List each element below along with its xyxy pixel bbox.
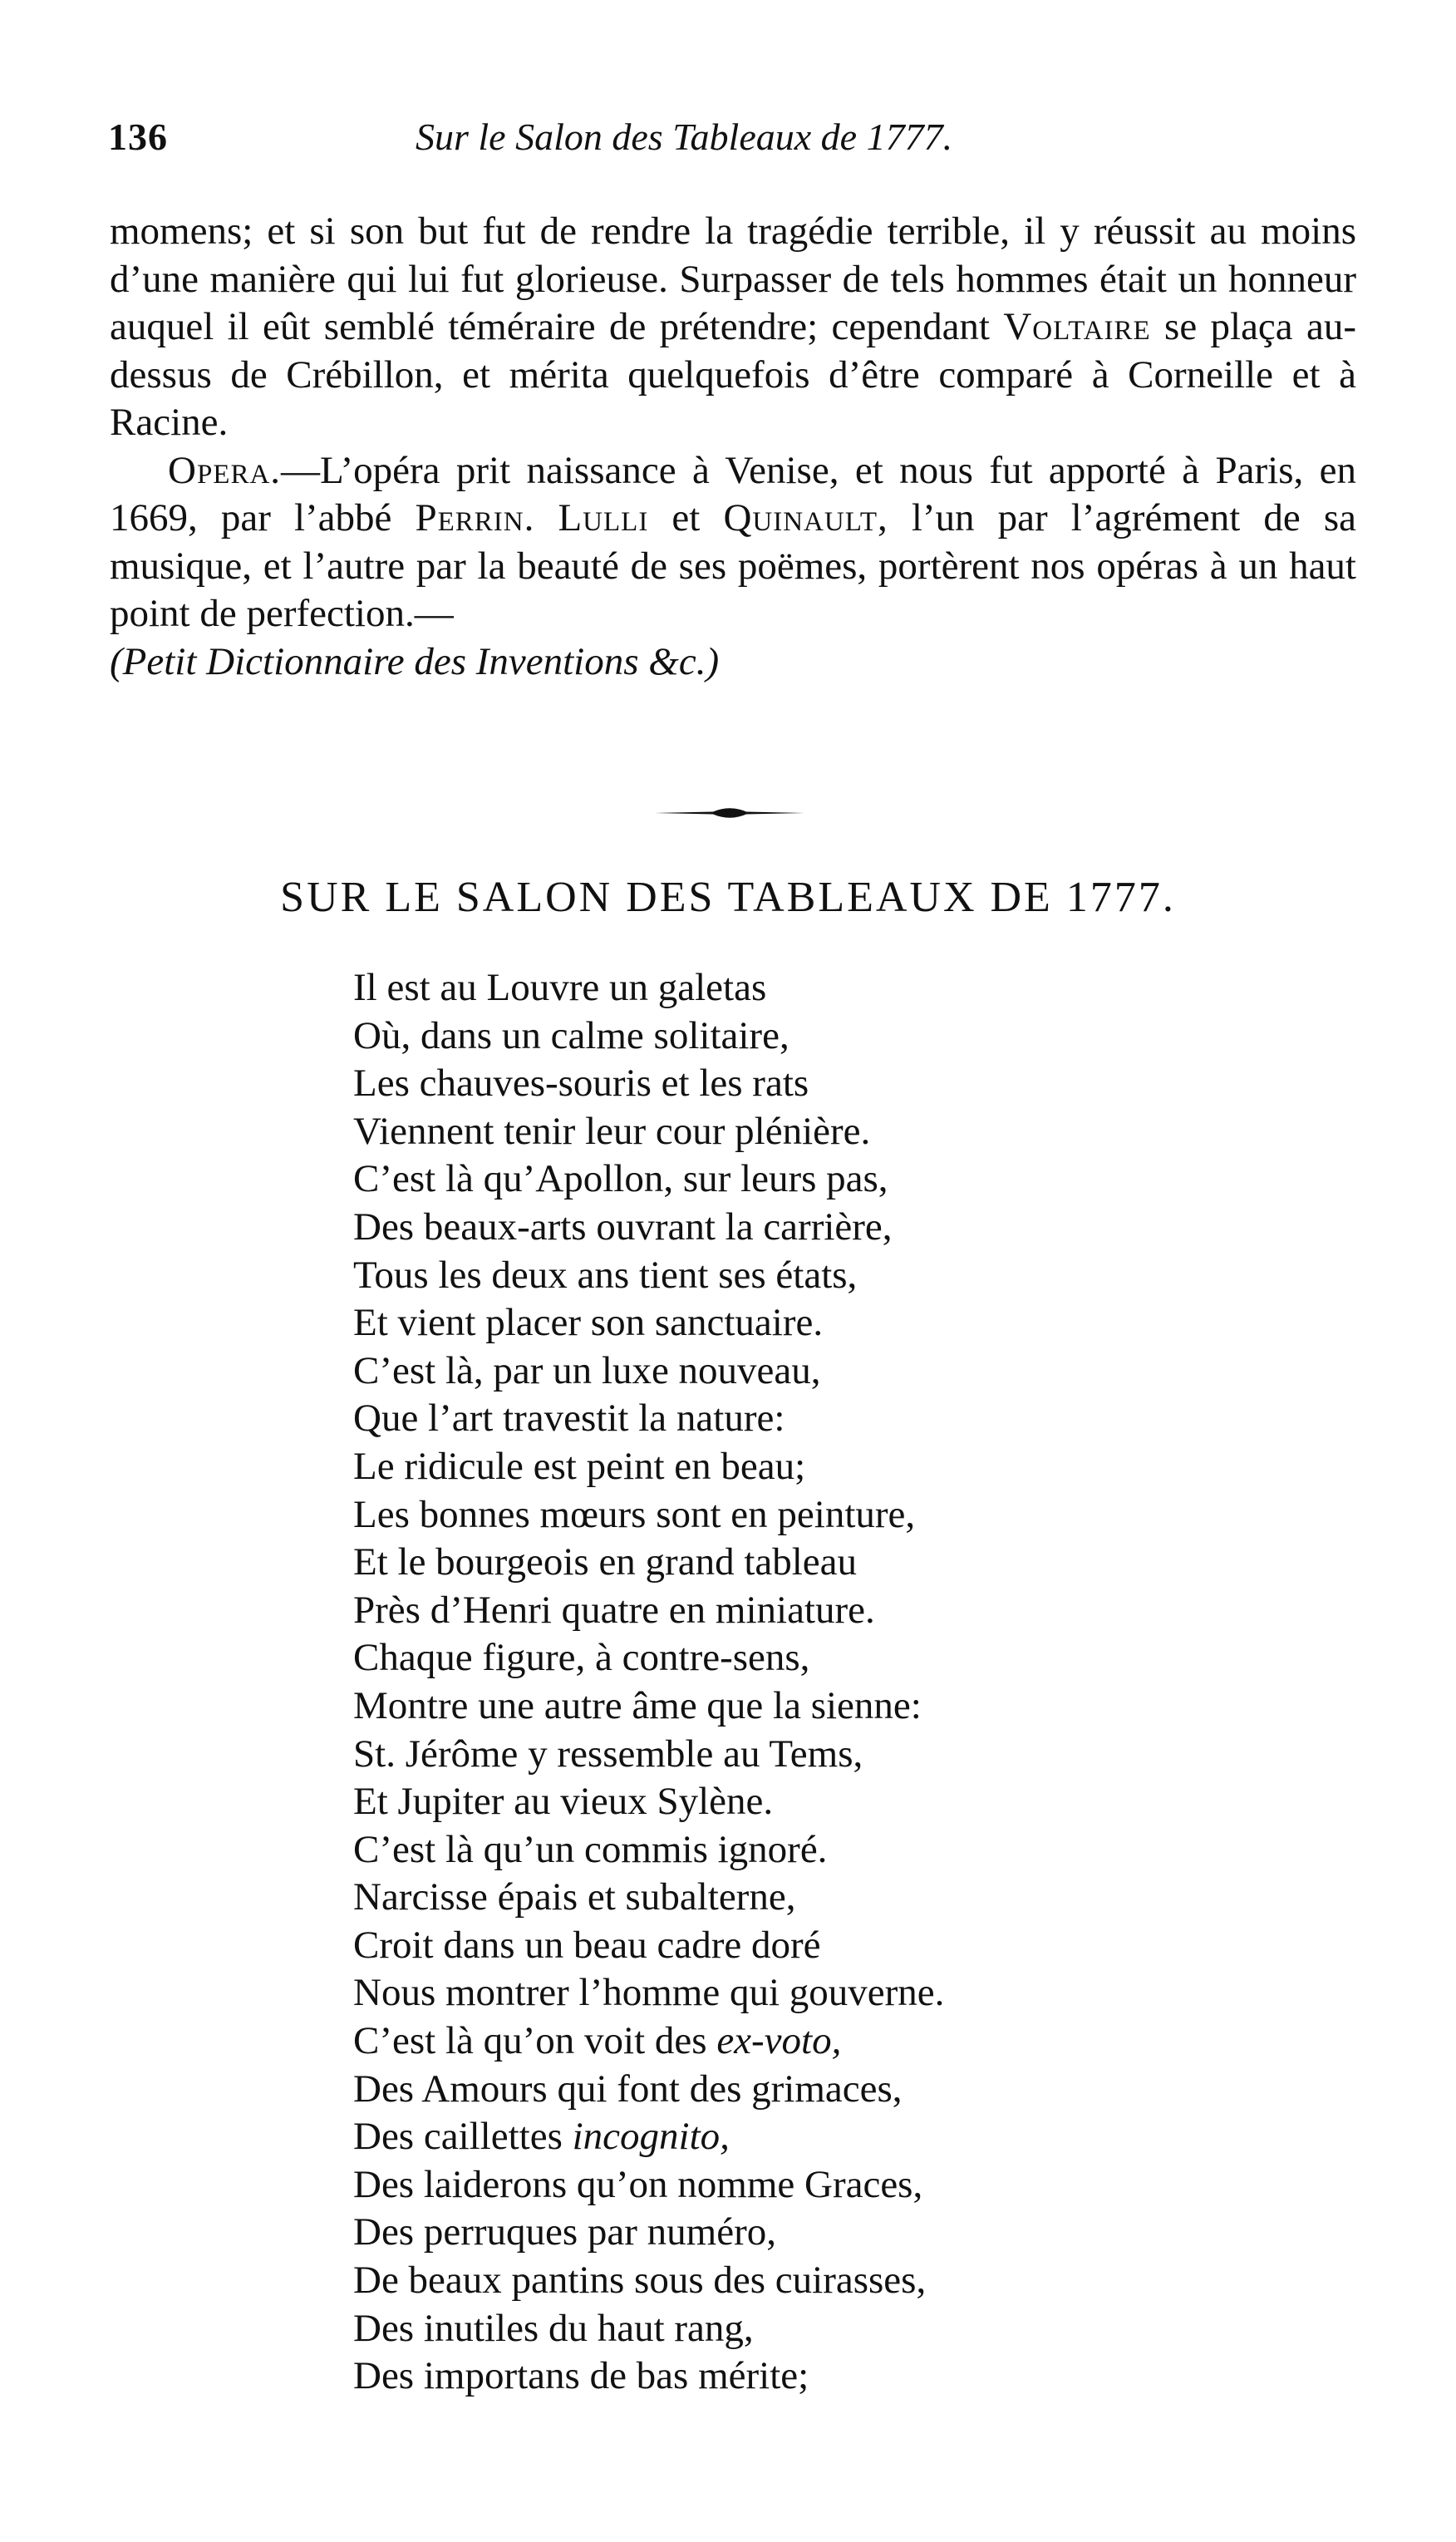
paragraph-voltaire bbox=[110, 208, 1356, 447]
poem-line: St. Jérôme y ressemble au Tems, bbox=[353, 1732, 863, 1776]
poem-line: Croit dans un beau cadre doré bbox=[353, 1923, 821, 1967]
poem-line: Chaque figure, à contre-sens, bbox=[353, 1636, 810, 1680]
running-title: Sur le Salon des Tableaux de 1777. bbox=[416, 116, 953, 158]
entry-label: Opera. bbox=[168, 448, 282, 492]
poem-line: Où, dans un calme solitaire, bbox=[353, 1013, 789, 1057]
poem-line: Viennent tenir leur cour plénière. bbox=[353, 1109, 871, 1153]
poem-line bbox=[353, 2017, 1400, 2066]
paragraph-text: et bbox=[648, 496, 724, 539]
poem-line bbox=[353, 2113, 1400, 2161]
paragraph-text: —L’opéra prit naissance à Venise, et nous fut apporté à Paris, en 1669, par l’abbé bbox=[110, 448, 1356, 539]
page-number: 136 bbox=[108, 116, 168, 158]
poem-line: C’est là qu’Apollon, sur leurs pas, bbox=[353, 1157, 888, 1201]
ornament-divider-icon bbox=[655, 803, 804, 823]
section-title: SUR LE SALON DES TABLEAUX DE 1777. bbox=[280, 874, 1176, 921]
poem-line: Les bonnes mœurs sont en peinture, bbox=[353, 1492, 916, 1536]
running-head bbox=[108, 115, 1380, 165]
poem-tail bbox=[353, 2161, 1400, 2401]
poem-text: C’est là qu’on voit des bbox=[353, 2019, 717, 2063]
poem-line: Des beaux-arts ouvrant la carrière, bbox=[353, 1204, 893, 1249]
author-name: Voltaire bbox=[1003, 305, 1151, 348]
paragraph-text: momens; et si son but fut de rendre la tragédie terrible, il y réussit au moins d’une manière qui lui fut glorieuse. Surpasser de tels hommes était un honneur auquel il eût semblé téméraire de prétendre; cependant bbox=[110, 209, 1356, 348]
poem-line: Des Amours qui font des grimaces, bbox=[353, 2067, 903, 2111]
poem-line: Et le bourgeois en grand tableau bbox=[353, 1540, 858, 1584]
poem-line: Le ridicule est peint en beau; bbox=[353, 1444, 806, 1488]
poem-italic: incognito, bbox=[572, 2115, 730, 2159]
prose-block bbox=[110, 208, 1356, 686]
author-name: Lulli bbox=[558, 496, 649, 539]
source-citation: (Petit Dictionnaire des Inventions &c.) bbox=[110, 639, 720, 683]
poem-italic: ex-voto, bbox=[716, 2019, 842, 2063]
poem-line: Près d’Henri quatre en miniature. bbox=[353, 1588, 875, 1632]
poem-line: C’est là, par un luxe nouveau, bbox=[353, 1348, 821, 1392]
poem-line: Des importans de bas mérite; bbox=[353, 2354, 809, 2398]
poem-line: Et Jupiter au vieux Sylène. bbox=[353, 1780, 774, 1824]
poem-line: Des perruques par numéro, bbox=[353, 2210, 776, 2254]
poem-line: Montre une autre âme que la sienne: bbox=[353, 1683, 922, 1727]
poem-line: Les chauves-souris et les rats bbox=[353, 1062, 809, 1106]
poem-line: Des laiderons qu’on nomme Graces, bbox=[353, 2162, 923, 2206]
poem-line: Des inutiles du haut rang, bbox=[353, 2306, 754, 2350]
poem bbox=[353, 964, 1400, 2401]
poem-line: Tous les deux ans tient ses états, bbox=[353, 1253, 858, 1297]
paragraph-text: se plaça au-dessus de Crébillon, et mérita quelquefois d’être comparé à Corneille et à Racine. bbox=[110, 305, 1356, 444]
paragraph-opera bbox=[110, 447, 1356, 687]
poem-lines bbox=[353, 964, 1400, 2017]
poem-line: Il est au Louvre un galetas bbox=[353, 966, 767, 1009]
author-name: Quinault, bbox=[723, 496, 888, 539]
poem-line: Nous montrer l’homme qui gouverne. bbox=[353, 1971, 945, 2015]
poem-line: Narcisse épais et subalterne, bbox=[353, 1875, 796, 1919]
poem-line: C’est là qu’un commis ignoré. bbox=[353, 1827, 828, 1871]
author-name: Perrin. bbox=[415, 496, 535, 539]
poem-line: Que l’art travestit la nature: bbox=[353, 1397, 785, 1441]
poem-line: Et vient placer son sanctuaire. bbox=[353, 1301, 824, 1345]
paragraph-text: l’un par l’agrément de sa musique, et l’autre par la beauté de ses poëmes, portèrent nos opéras à un haut point de perfection.— bbox=[110, 496, 1356, 635]
poem-line: De beaux pantins sous des cuirasses, bbox=[353, 2259, 927, 2303]
poem-text: Des caillettes bbox=[353, 2115, 573, 2159]
